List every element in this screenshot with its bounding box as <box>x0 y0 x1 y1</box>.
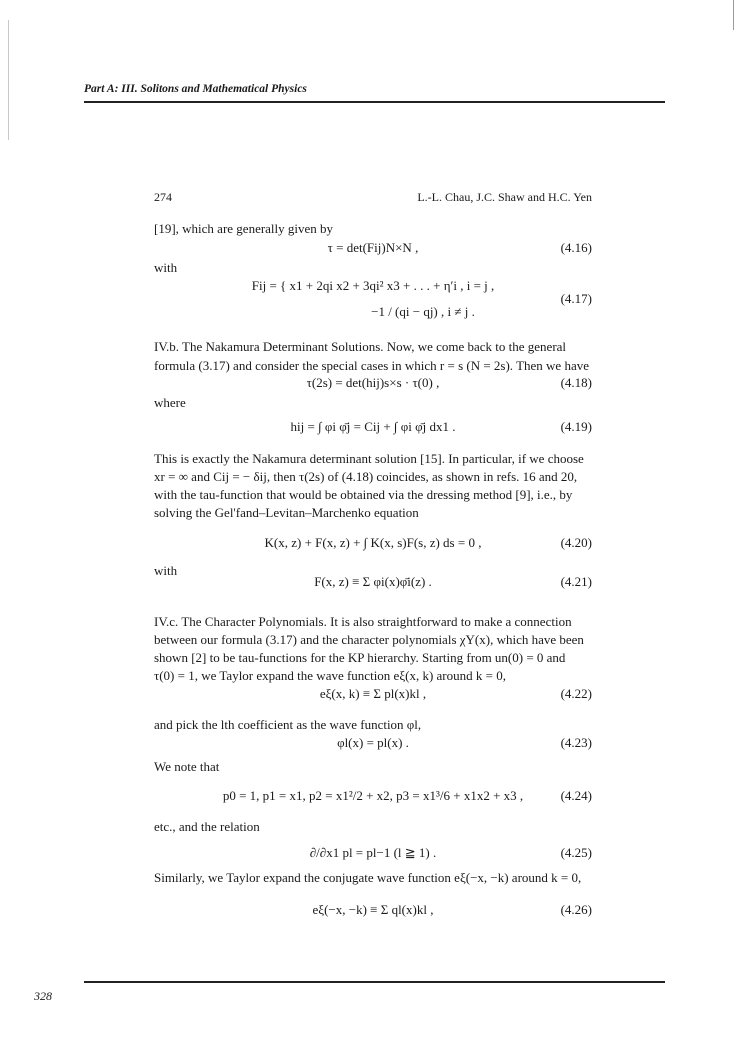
paragraph-line: IV.c. The Character Polynomials. It is also straightforward to make a connection <box>154 614 572 629</box>
equation-number: (4.22) <box>560 686 592 701</box>
equation-4-18: τ(2s) = det(hij)s×s · τ(0) , <box>306 375 440 390</box>
paragraph-line: shown [2] to be tau-functions for the KP hierarchy. Starting from un(0) = 0 and <box>154 650 566 665</box>
paragraph-line: with <box>154 563 178 578</box>
equation-number: (4.24) <box>560 788 592 803</box>
paragraph-line: IV.b. The Nakamura Determinant Solutions. Now, we come back to the general <box>154 339 567 354</box>
paragraph-line: with the tau-function that would be obtained via the dressing method [9], i.e., by <box>154 487 573 502</box>
paragraph-line: xr = ∞ and Cij = − δij, then τ(2s) of (4.18) coincides, as shown in refs. 16 and 20, <box>154 469 578 484</box>
paragraph-line: solving the Gel'fand–Levitan–Marchenko equation <box>154 505 419 520</box>
equation-4-21: F(x, z) ≡ Σ φi(x)φ̄i(z) . <box>314 574 432 589</box>
footer-rule <box>84 981 665 983</box>
paragraph-line: [19], which are generally given by <box>154 221 334 236</box>
header-rule <box>84 101 665 103</box>
equation-number: (4.17) <box>560 291 592 306</box>
scan-edge-left <box>8 20 9 140</box>
paragraph-line: with <box>154 260 178 275</box>
equation-4-17-case2: −1 / (qi − qj) , i ≠ j . <box>371 304 475 319</box>
paragraph-line: and pick the lth coefficient as the wave function φl, <box>154 717 422 732</box>
section-header: Part A: III. Solitons and Mathematical Physics <box>84 83 307 95</box>
equation-4-25: ∂/∂x1 pl = pl−1 (l ≧ 1) . <box>309 845 437 860</box>
page-number: 274 <box>154 190 172 204</box>
scan-edge-right <box>733 0 734 30</box>
equation-4-24: p0 = 1, p1 = x1, p2 = x1²/2 + x2, p3 = x1³/6 + x1x2 + x3 , <box>222 788 524 803</box>
equation-number: (4.21) <box>560 574 592 589</box>
running-authors: L.-L. Chau, J.C. Shaw and H.C. Yen <box>417 190 592 204</box>
equation-4-26: eξ(−x, −k) ≡ Σ ql(x)kl , <box>312 902 434 917</box>
equation-4-19: hij = ∫ φi φ̄j = Cij + ∫ φi φ̄j dx1 . <box>290 419 456 434</box>
equation-4-23: φl(x) = pl(x) . <box>337 735 409 750</box>
footer-page-number: 328 <box>34 989 52 1003</box>
equation-4-16: τ = det(Fij)N×N , <box>327 240 419 255</box>
paragraph-line: where <box>154 395 186 410</box>
equation-4-17-case1: Fij = { x1 + 2qi x2 + 3qi² x3 + . . . + η′i , i = j , <box>251 278 495 293</box>
equation-number: (4.20) <box>560 535 592 550</box>
paragraph-line: formula (3.17) and consider the special cases in which r = s (N = 2s). Then we have <box>154 358 589 373</box>
paragraph-line: Similarly, we Taylor expand the conjugate wave function eξ(−x, −k) around k = 0, <box>154 870 582 885</box>
paragraph-line: between our formula (3.17) and the character polynomials χY(x), which have been <box>154 632 584 647</box>
equation-number: (4.18) <box>560 375 592 390</box>
equation-number: (4.23) <box>560 735 592 750</box>
paragraph-line: We note that <box>154 759 220 774</box>
equation-number: (4.16) <box>560 240 592 255</box>
equation-number: (4.25) <box>560 845 592 860</box>
equation-4-22: eξ(x, k) ≡ Σ pl(x)kl , <box>319 686 427 701</box>
paragraph-line: τ(0) = 1, we Taylor expand the wave function eξ(x, k) around k = 0, <box>154 668 506 683</box>
paragraph-line: This is exactly the Nakamura determinant solution [15]. In particular, if we choose <box>154 451 584 466</box>
equation-number: (4.19) <box>560 419 592 434</box>
equation-number: (4.26) <box>560 902 592 917</box>
equation-4-20: K(x, z) + F(x, z) + ∫ K(x, s)F(s, z) ds = 0 , <box>264 535 482 550</box>
paragraph-line: etc., and the relation <box>154 819 260 834</box>
